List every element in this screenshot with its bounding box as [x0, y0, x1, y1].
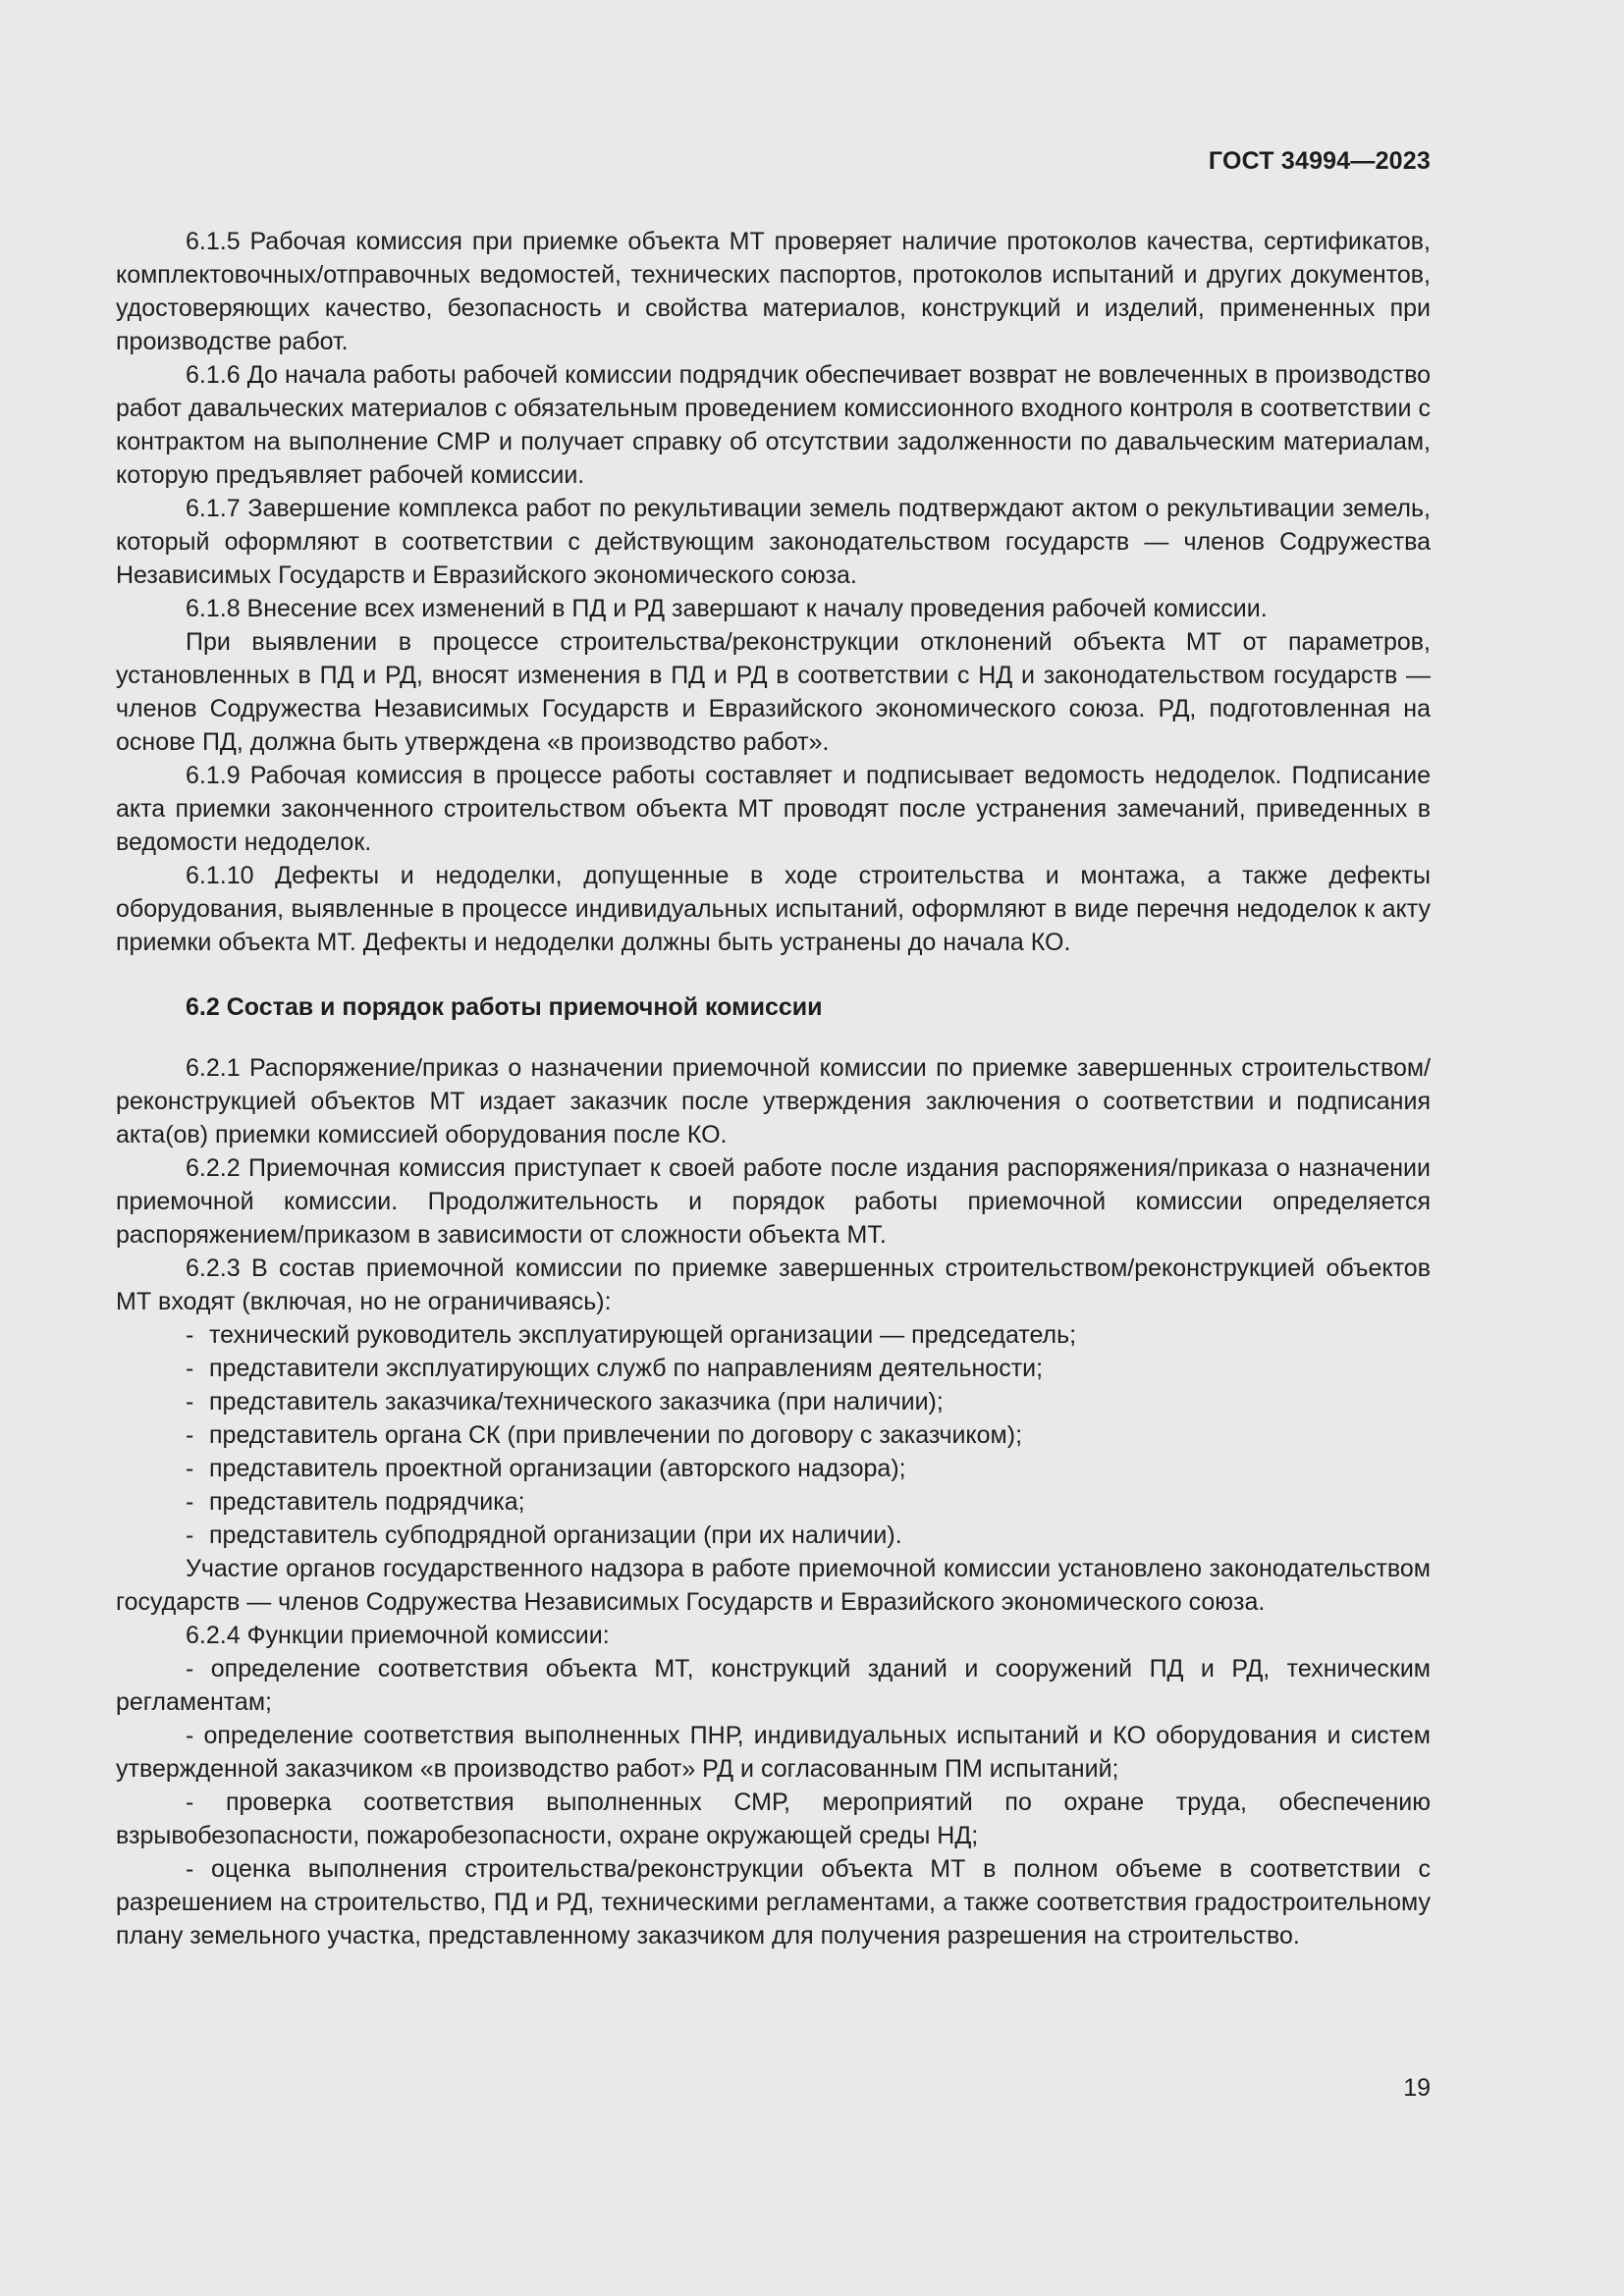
page-number: 19 [1403, 2074, 1431, 2102]
paragraph-6-1-10: 6.1.10 Дефекты и недоделки, допущенные в ходе строительства и монтажа, а также дефекты оборудования, выявленные в процессе индивидуальных испытаний, оформляют в виде перечня недоделок к акту приемки объекта МТ. Дефекты и недоделки должны быть устранены до начала КО. [116, 862, 1431, 956]
list-item: - оценка выполнения строительства/реконструкции объекта МТ в полном объеме в соответствии с разрешением на строительство, ПД и РД, техническими регламентами, а также соответствия градостроительному плану земельного участка, представленному заказчиком для получения разрешения на строительство. [116, 1855, 1431, 1949]
paragraph-6-1-7: 6.1.7 Завершение комплекса работ по рекультивации земель подтверждают актом о рекультивации земель, который оформляют в соответствии с действующим законодательством государств — членов Содружества Независимых Государств и Евразийского экономического союза. [116, 495, 1431, 589]
list-item: - представитель проектной организации (авторского надзора); [186, 1455, 906, 1482]
paragraph-6-1-5: 6.1.5 Рабочая комиссия при приемке объекта МТ проверяет наличие протоколов качества, сертификатов, комплектовочных/отправочных ведомостей, технических паспортов, протоколов испытаний и других документов, удостоверяющих качество, безопасность и свойства материалов, конструкций и изделий, примененных при производстве работ. [116, 228, 1431, 355]
paragraph-6-1-6: 6.1.6 До начала работы рабочей комиссии подрядчик обеспечивает возврат не вовлеченных в производство работ давальческих материалов с обязательным проведением комиссионного входного контроля в соответствии с контрактом на выполнение СМР и получает справку об отсутствии задолженности по давальческим материалам, которую предъявляет рабочей комиссии. [116, 361, 1431, 489]
paragraph-6-1-9: 6.1.9 Рабочая комиссия в процессе работы составляет и подписывает ведомость недоделок. Подписание акта приемки законченного строительством объекта МТ проводят после устранения замечаний, приведенных в ведомости недоделок. [116, 762, 1431, 856]
standard-code-header: ГОСТ 34994—2023 [1208, 147, 1431, 175]
paragraph-6-2-3: 6.2.3 В состав приемочной комиссии по приемке завершенных строительством/реконструкцией объектов МТ входят (включая, но не ограничиваясь): [116, 1255, 1431, 1315]
list-item: - технический руководитель эксплуатирующей организации — председатель; [186, 1321, 1077, 1349]
commission-members-list [116, 1318, 1431, 1552]
list-item: - определение соответствия выполненных ПНР, индивидуальных испытаний и КО оборудования и систем утвержденной заказчиком «в производство работ» РД и согласованным ПМ испытаний; [116, 1722, 1431, 1783]
list-item: - представитель подрядчика; [186, 1488, 525, 1516]
paragraph-6-2-4: 6.2.4 Функции приемочной комиссии: [186, 1622, 610, 1649]
paragraph-state-supervision: Участие органов государственного надзора в работе приемочной комиссии установлено законодательством государств — членов Содружества Независимых Государств и Евразийского экономического союза. [116, 1555, 1431, 1616]
paragraph-6-1-8: 6.1.8 Внесение всех изменений в ПД и РД завершают к началу проведения рабочей комиссии. [186, 595, 1268, 622]
page-content [116, 225, 1431, 1952]
list-item: - представители эксплуатирующих служб по направлениям деятельности; [186, 1355, 1044, 1382]
list-item: - представитель органа СК (при привлечении по договору с заказчиком); [186, 1421, 1023, 1449]
list-item: - представитель заказчика/технического заказчика (при наличии); [186, 1388, 944, 1415]
paragraph-6-1-8-changes: При выявлении в процессе строительства/реконструкции отклонений объекта МТ от параметров, установленных в ПД и РД, вносят изменения в ПД и РД в соответствии с НД и законодательством государств — членов Содружества Независимых Государств и Евразийского экономического союза. РД, подготовленная на основе ПД, должна быть утверждена «в производство работ». [116, 628, 1431, 756]
list-item: - определение соответствия объекта МТ, конструкций зданий и сооружений ПД и РД, техническим регламентам; [116, 1655, 1431, 1716]
paragraph-6-2-1: 6.2.1 Распоряжение/приказ о назначении приемочной комиссии по приемке завершенных строительством/реконструкцией объектов МТ издает заказчик после утверждения заключения о соответствии и подписания акта(ов) приемки комиссией оборудования после КО. [116, 1054, 1431, 1148]
commission-functions-list [116, 1652, 1431, 1952]
list-item: - представитель субподрядной организации (при их наличии). [186, 1522, 902, 1549]
list-item: - проверка соответствия выполненных СМР, мероприятий по охране труда, обеспечению взрывобезопасности, пожаробезопасности, охране окружающей среды НД; [116, 1789, 1431, 1849]
section-heading-6-2: 6.2 Состав и порядок работы приемочной комиссии [186, 993, 823, 1021]
paragraph-6-2-2: 6.2.2 Приемочная комиссия приступает к своей работе после издания распоряжения/приказа о назначении приемочной комиссии. Продолжительность и порядок работы приемочной комиссии определяется распоряжением/приказом в зависимости от сложности объекта МТ. [116, 1154, 1431, 1249]
